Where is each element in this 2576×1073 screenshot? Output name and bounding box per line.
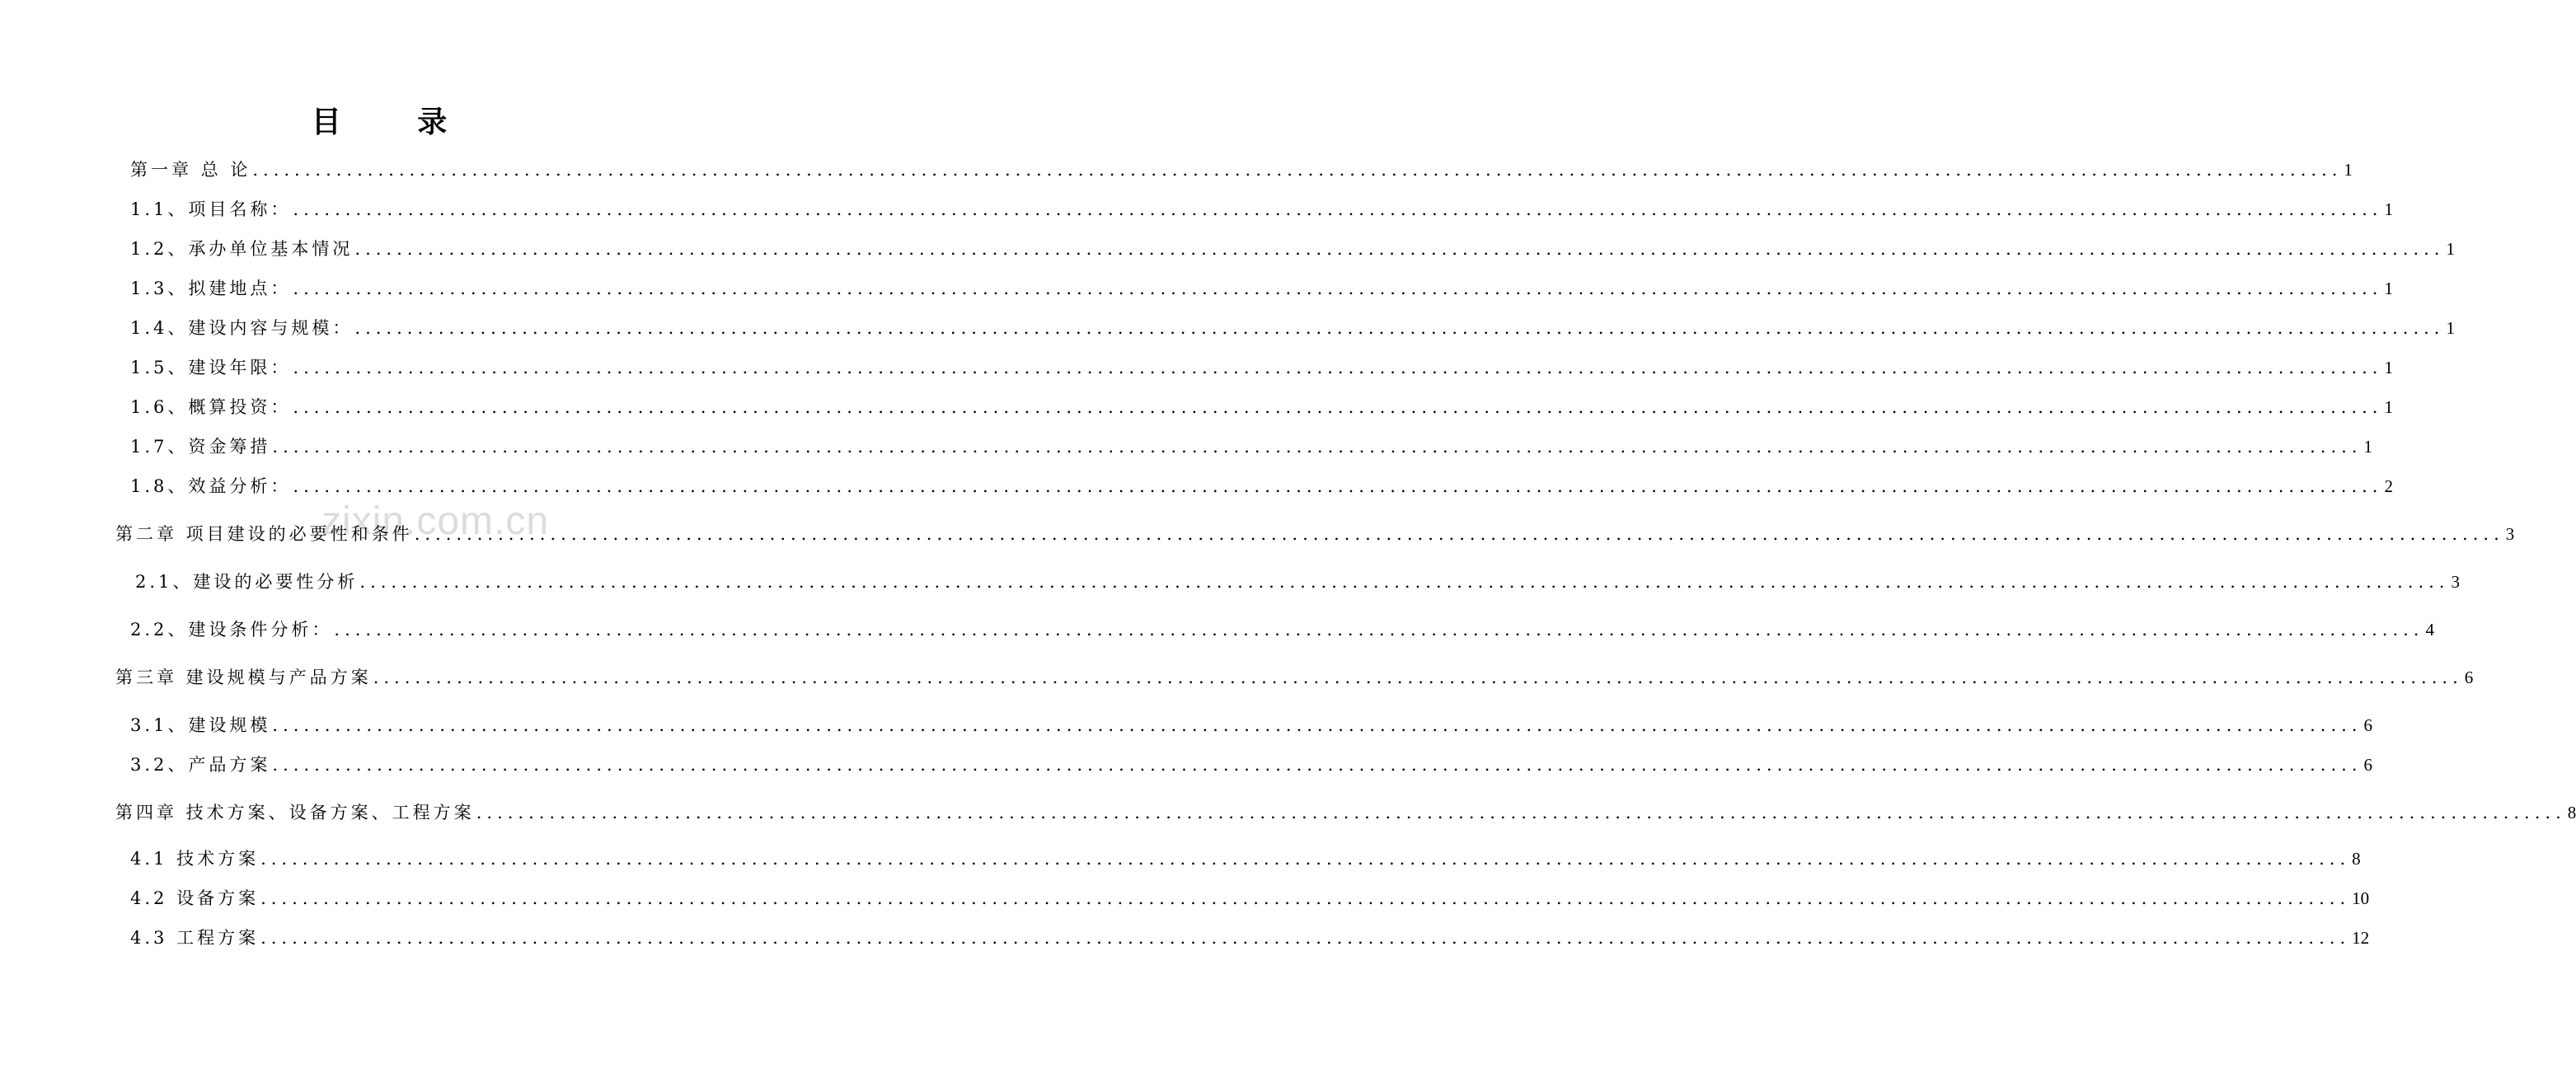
toc-dot-leader: ........................................................................................................................................................................................................ (252, 160, 2343, 180)
toc-entry[interactable] (115, 521, 2515, 546)
toc-entry[interactable] (130, 315, 2455, 340)
toc-entry-page-number: 8 (2352, 849, 2361, 869)
toc-dot-leader: ........................................................................................................................................................................................................ (293, 279, 2383, 298)
toc-entry-label: 1.2、承办单位基本情况 (130, 239, 354, 259)
toc-entry-page-number: 12 (2352, 928, 2370, 948)
toc-entry[interactable] (115, 664, 2474, 689)
toc-entry-label: 1.3、拟建地点： (130, 279, 292, 298)
toc-dot-leader: ........................................................................................................................................................................................................ (354, 318, 2445, 338)
toc-dot-leader: ........................................................................................................................................................................................................ (293, 476, 2383, 496)
toc-entry-page-number: 3 (2505, 524, 2515, 544)
toc-entry[interactable] (130, 157, 2353, 181)
toc-dot-leader: ........................................................................................................................................................................................................ (293, 397, 2383, 417)
toc-entry-label: 3.1、建设规模 (130, 715, 271, 735)
toc-entry-label: 1.6、概算投资： (130, 397, 292, 417)
toc-entry-label: 第一章 总 论 (130, 160, 251, 180)
toc-entry[interactable] (130, 616, 2434, 641)
toc-entry-page-number: 1 (2446, 318, 2455, 338)
toc-dot-leader: ........................................................................................................................................................................................................ (293, 199, 2383, 219)
toc-entry-label: 3.2、产品方案 (130, 755, 271, 775)
toc-entry-label: 第三章 建设规模与产品方案 (115, 668, 372, 687)
toc-entry[interactable] (130, 925, 2370, 949)
toc-entry[interactable] (130, 712, 2372, 737)
toc-dot-leader: ........................................................................................................................................................................................................ (260, 888, 2351, 908)
toc-entry[interactable] (135, 569, 2460, 593)
toc-entry-page-number: 1 (2363, 437, 2372, 457)
toc-entry[interactable] (130, 394, 2393, 419)
toc-entry-page-number: 1 (2446, 239, 2455, 259)
toc-dot-leader: ........................................................................................................................................................................................................ (476, 803, 2566, 822)
toc-dot-leader: ........................................................................................................................................................................................................ (414, 524, 2504, 544)
toc-entry-label: 1.5、建设年限： (130, 358, 292, 377)
toc-entry-label: 第二章 项目建设的必要性和条件 (115, 524, 413, 544)
toc-entry[interactable] (130, 752, 2372, 776)
toc-entry-label: 1.7、资金筹措 (130, 437, 271, 457)
toc-entry-page-number: 4 (2425, 620, 2434, 640)
toc-entry[interactable] (130, 473, 2393, 498)
toc-entry[interactable] (130, 236, 2455, 260)
page-title: 目 录 (311, 105, 481, 139)
toc-entry-page-number: 8 (2567, 803, 2576, 822)
toc-entry-label: 4.1 技术方案 (130, 849, 260, 869)
toc-entry[interactable] (130, 433, 2372, 458)
toc-entry-label: 4.2 设备方案 (130, 888, 260, 908)
toc-entry-page-number: 3 (2451, 572, 2460, 592)
toc-entry-page-number: 6 (2363, 715, 2372, 735)
toc-dot-leader: ........................................................................................................................................................................................................ (354, 239, 2445, 259)
toc-entry[interactable] (130, 885, 2370, 910)
toc-entry-page-number: 1 (2384, 358, 2393, 377)
toc-dot-leader: ........................................................................................................................................................................................................ (334, 620, 2424, 640)
toc-dot-leader: ........................................................................................................................................................................................................ (272, 437, 2363, 457)
toc-entry-page-number: 10 (2352, 888, 2370, 908)
toc-dot-leader: ........................................................................................................................................................................................................ (293, 358, 2383, 377)
toc-entry-label: 2.2、建设条件分析： (130, 620, 333, 640)
toc-entry-label: 4.3 工程方案 (130, 928, 260, 948)
toc-entry[interactable] (130, 354, 2393, 379)
watermark: zixin.com.cn (321, 499, 550, 543)
toc-entry[interactable] (130, 846, 2361, 870)
toc-dot-leader: ........................................................................................................................................................................................................ (272, 715, 2363, 735)
toc-entry[interactable] (130, 275, 2393, 300)
toc-dot-leader: ........................................................................................................................................................................................................ (260, 849, 2351, 869)
toc-dot-leader: ........................................................................................................................................................................................................ (359, 572, 2450, 592)
toc-dot-leader: ........................................................................................................................................................................................................ (260, 928, 2351, 948)
toc-entry-page-number: 1 (2384, 279, 2393, 298)
toc-entry-label: 1.8、效益分析： (130, 476, 292, 496)
toc-entry-page-number: 1 (2384, 199, 2393, 219)
toc-entry-page-number: 1 (2344, 160, 2353, 180)
toc-dot-leader: ........................................................................................................................................................................................................ (272, 755, 2363, 775)
toc-entry-label: 1.1、项目名称： (130, 199, 292, 219)
toc-dot-leader: ........................................................................................................................................................................................................ (373, 668, 2463, 687)
toc-entry-page-number: 6 (2363, 755, 2372, 775)
toc-entry-page-number: 2 (2384, 476, 2393, 496)
toc-entry-label: 2.1、建设的必要性分析 (135, 572, 359, 592)
toc-entry-label: 1.4、建设内容与规模： (130, 318, 354, 338)
toc-entry-page-number: 1 (2384, 397, 2393, 417)
toc-entry-page-number: 6 (2464, 668, 2474, 687)
toc-entry[interactable] (130, 196, 2393, 221)
toc-entry[interactable] (115, 799, 2576, 824)
toc-entry-label: 第四章 技术方案、设备方案、工程方案 (115, 803, 475, 822)
